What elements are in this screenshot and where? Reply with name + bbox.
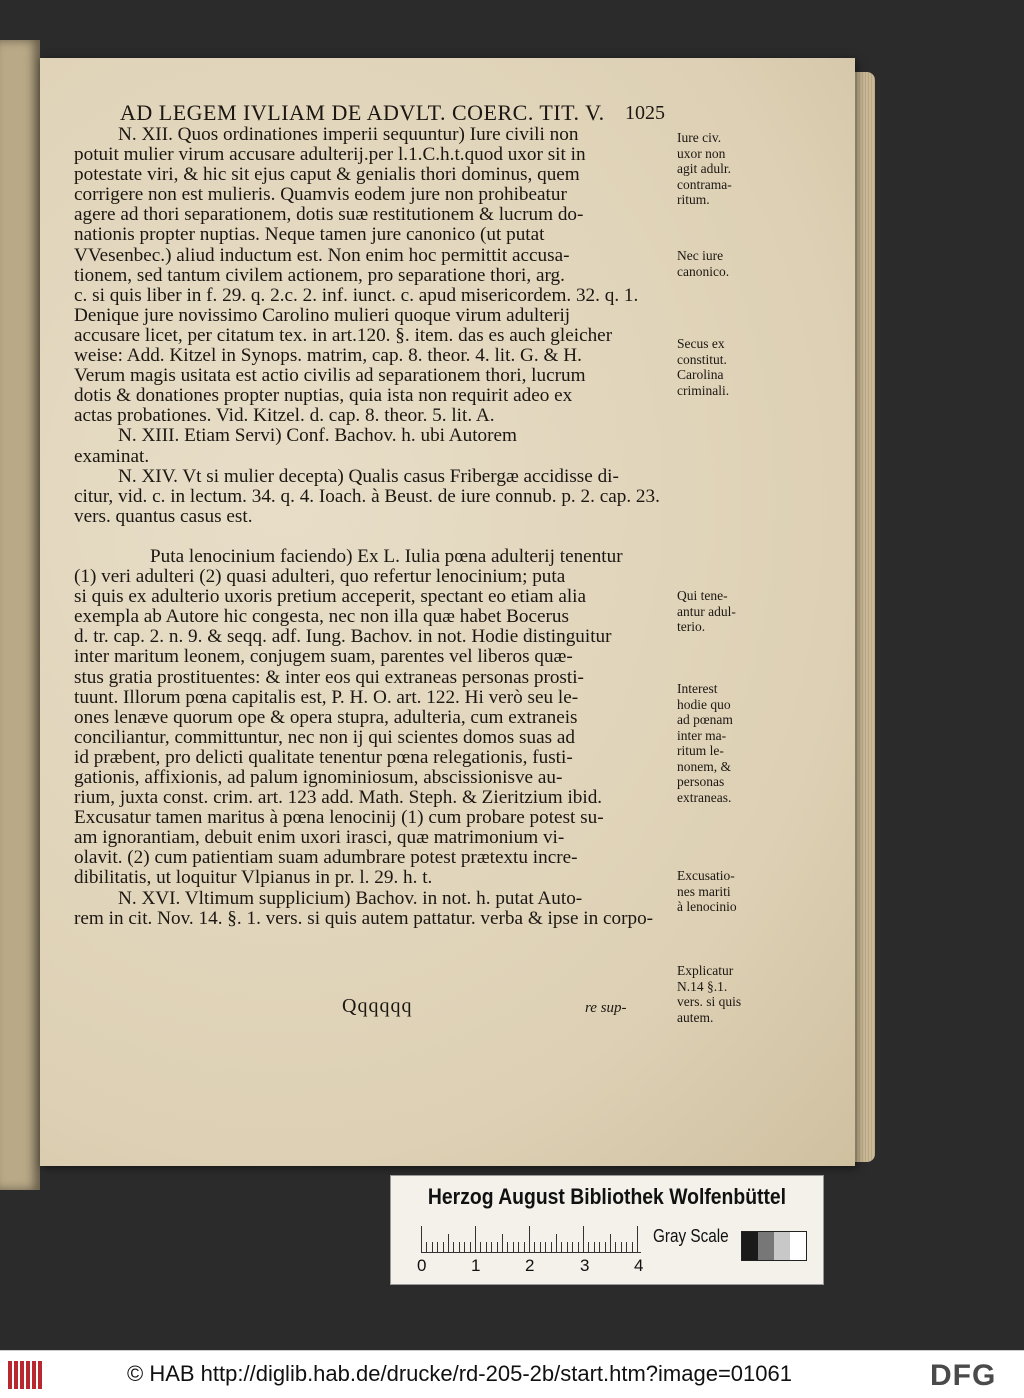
text-line: d. tr. cap. 2. n. 9. & seqq. adf. Iung. Bachov. in not. Hodie distinguitur	[74, 627, 612, 648]
text-line: VVesenbec.) aliud inductum est. Non enim hoc permittit accusa-	[74, 245, 570, 266]
text-line: potuit mulier virum accusare adulterij.per l.1.C.h.t.quod uxor sit in	[74, 145, 586, 166]
text-line: Puta lenocinium faciendo) Ex L. Iulia pœna adulterij tenentur	[150, 546, 623, 567]
ruler-tick	[578, 1242, 579, 1252]
text-line: dibilitatis, ut loquitur Vlpianus in pr. l. 29. h. t.	[74, 868, 433, 889]
text-line: rium, juxta const. crim. art. 123 add. Math. Steph. & Zieritzium ibid.	[74, 788, 603, 809]
ruler-label: 4	[634, 1256, 644, 1275]
text-line: c. si quis liber in f. 29. q. 2.c. 2. inf. iunct. c. apud misericordem. 32. q. 1.	[74, 285, 639, 306]
text-line: examinat.	[74, 446, 150, 467]
margin-note-line: N.14 §.1.	[677, 978, 728, 994]
ruler-tick	[443, 1242, 444, 1252]
text-line: tionem, sed tantum civilem actionem, pro separatione thori, arg.	[74, 265, 565, 286]
gray-swatch	[790, 1232, 806, 1260]
margin-note-line: Carolina	[677, 367, 724, 382]
text-line: id præbent, pro delicti qualitate tenentur pœna relegationis, fusti-	[74, 747, 573, 768]
running-head: AD LEGEM IVLIAM DE ADVLT. COERC. TIT. V.	[120, 100, 605, 125]
ruler-tick	[551, 1242, 552, 1252]
ruler-label: 1	[471, 1256, 481, 1275]
ruler-tick	[513, 1242, 514, 1252]
gray-swatch	[774, 1232, 790, 1260]
text-line: rem in cit. Nov. 14. §. 1. vers. si quis autem pattatur. verba & ipse in corpo-	[74, 908, 654, 929]
ruler-tick	[475, 1226, 476, 1252]
ruler-tick	[464, 1242, 465, 1252]
text-line: weise: Add. Kitzel in Synops. matrim, cap. 8. theor. 4. lit. G. & H.	[74, 346, 582, 367]
ruler-tick	[507, 1242, 508, 1252]
margin-note-line: ritum.	[677, 192, 710, 207]
ruler-tick	[583, 1226, 584, 1252]
gray-swatch	[758, 1232, 774, 1260]
text-line: actas probationes. Vid. Kitzel. d. cap. 8. theor. 5. lit. A.	[74, 406, 495, 427]
ruler-tick	[470, 1242, 471, 1252]
text-line: agere ad thori separationem, dotis suæ restitutionem & lucrum do-	[74, 205, 584, 226]
text-line: tuunt. Illorum pœna capitalis est, P. H. O. art. 122. Hi verò seu le-	[74, 687, 579, 708]
margin-note-line: nes mariti	[677, 883, 731, 899]
text-line: exempla ab Autore hic congesta, nec non illa quæ habet Bocerus	[74, 607, 569, 628]
text-line: stus gratia prostituentes: & inter eos qui extraneas personas prosti-	[74, 667, 584, 688]
text-line: Verum magis usitata est actio civilis ad separationem thori, lucrum	[74, 366, 586, 387]
margin-note	[677, 963, 741, 1025]
margin-note-line: antur adul-	[677, 603, 736, 619]
margin-note	[677, 336, 729, 398]
ruler-tick	[545, 1242, 546, 1252]
margin-note-line: ad pœnam	[677, 712, 733, 727]
ruler-tick	[599, 1242, 600, 1252]
grayscale-label: Gray Scale	[653, 1226, 729, 1246]
ruler-tick	[529, 1226, 530, 1252]
ruler-tick	[480, 1242, 481, 1252]
signature-mark: Qqqqqq	[342, 995, 413, 1017]
margin-note-line: agit adulr.	[677, 161, 731, 176]
ruler-tick	[567, 1242, 568, 1252]
ruler-tick	[632, 1242, 633, 1252]
margin-note-line: constitut.	[677, 351, 727, 367]
margin-note-line: autem.	[677, 1009, 714, 1025]
text-line: citur, vid. c. in lectum. 34. q. 4. Ioach. à Beust. de iure connub. p. 2. cap. 23.	[74, 486, 660, 507]
text-line: ones lenæve quorum ope & opera stupra, adulteria, cum extraneis	[74, 707, 578, 728]
ruler-tick	[621, 1242, 622, 1252]
margin-note-line: Iure civ.	[677, 130, 722, 145]
margin-note-line: ritum le-	[677, 743, 724, 758]
ruler-tick	[448, 1234, 449, 1252]
text-line: (1) veri adulteri (2) quasi adulteri, quo refertur lenocinium; puta	[74, 567, 566, 588]
text-line: N. XII. Quos ordinationes imperii sequuntur) Iure civili non	[118, 125, 579, 145]
text-line: N. XIII. Etiam Servi) Conf. Bachov. h. ubi Autorem	[118, 426, 517, 447]
margin-note-line: à lenocinio	[677, 899, 737, 914]
text-line: am ignorantiam, debuit enim uxori irasci, quæ matrimonium vi-	[74, 828, 565, 849]
library-name: Herzog August Bibliothek Wolfenbüttel	[427, 1184, 787, 1209]
color-calibration-target	[390, 1175, 824, 1285]
previous-page-edge	[0, 40, 40, 1190]
margin-note-line: terio.	[677, 619, 706, 634]
text-line: dotis & donationes propter nuptias, quia ista non requirit adeo ex	[74, 386, 573, 407]
margin-note-line: contrama-	[677, 176, 732, 192]
text-line: si quis ex adulterio uxoris pretium acceperit, spectant eo etiam alia	[74, 587, 587, 608]
hab-logo-icon[interactable]	[8, 1361, 42, 1389]
text-line: olavit. (2) cum patientiam suam adumbrare potest prætextu incre-	[74, 848, 578, 869]
ruler-tick	[524, 1242, 525, 1252]
ruler-tick	[540, 1242, 541, 1252]
copyright-link[interactable]: © HAB http://diglib.hab.de/drucke/rd-205-2b/start.htm?image=01061	[127, 1361, 792, 1386]
ruler-tick	[610, 1234, 611, 1252]
ruler-tick	[518, 1242, 519, 1252]
margin-note-line: extraneas.	[677, 789, 732, 805]
text-line: N. XIV. Vt si mulier decepta) Qualis casus Fribergæ accidisse di-	[118, 466, 619, 487]
margin-note	[677, 130, 732, 208]
ruler-tick	[426, 1242, 427, 1252]
ruler-tick	[605, 1242, 606, 1252]
book-page	[40, 58, 855, 1166]
text-line: corrigere non est mulieris. Quamvis eodem jure non prohibeatur	[74, 185, 567, 206]
grayscale-swatches	[741, 1231, 807, 1261]
ruler-label: 0	[417, 1256, 427, 1275]
ruler-tick	[615, 1242, 616, 1252]
margin-note	[677, 681, 733, 805]
margin-note-line: Secus ex	[677, 336, 725, 351]
ruler-tick	[432, 1242, 433, 1252]
margin-note	[677, 868, 737, 915]
ruler-tick	[637, 1226, 638, 1252]
text-line	[74, 527, 674, 547]
ruler-tick	[626, 1242, 627, 1252]
text-line: vers. quantus casus est.	[74, 506, 253, 527]
ruler-tick	[459, 1242, 460, 1252]
margin-note-line: uxor non	[677, 145, 726, 161]
ruler-tick	[421, 1226, 422, 1252]
text-line: potestate viri, & hic sit ejus caput & genialis thori dominus, quem	[74, 165, 580, 186]
ruler-tick	[486, 1242, 487, 1252]
ruler-tick	[588, 1242, 589, 1252]
ruler-tick	[572, 1242, 573, 1252]
margin-note-line: personas	[677, 774, 725, 789]
text-line: inter maritum leonem, conjugem suam, parentes vel liberos quæ-	[74, 647, 573, 668]
margin-note-line: vers. si quis	[677, 994, 742, 1009]
ruler	[421, 1222, 641, 1253]
ruler-tick	[437, 1242, 438, 1252]
gray-swatch	[742, 1232, 758, 1260]
text-line: N. XVI. Vltimum supplicium) Bachov. in not. h. putat Auto-	[118, 888, 583, 909]
text-line: nationis propter nuptias. Neque tamen jure canonico (ut putat	[74, 225, 545, 246]
text-line: Excusatur tamen maritus à pœna lenocinij (1) cum probare potest su-	[74, 808, 604, 829]
margin-note-line: Qui tene-	[677, 588, 728, 603]
viewer-footer	[0, 1350, 1024, 1398]
margin-note-line: canonico.	[677, 263, 730, 279]
catchword: re sup-	[585, 1000, 627, 1016]
ruler-tick	[561, 1242, 562, 1252]
ruler-label: 2	[525, 1256, 535, 1275]
ruler-label: 3	[580, 1256, 590, 1275]
margin-note-line: criminali.	[677, 382, 730, 398]
margin-note-line: Nec iure	[677, 248, 724, 263]
margin-note	[677, 248, 729, 279]
margin-note	[677, 588, 736, 635]
text-line: accusare licet, per citatum tex. in art.120. §. item. das es auch gleicher	[74, 325, 613, 346]
margin-note-line: hodie quo	[677, 696, 731, 712]
ruler-tick	[497, 1242, 498, 1252]
text-line: conciliantur, committuntur, nec non ij qui scientes domos suas ad	[74, 727, 575, 748]
page-number: 1025	[625, 102, 665, 124]
ruler-tick	[502, 1234, 503, 1252]
dfg-logo[interactable]: DFG	[930, 1359, 997, 1392]
margin-note-line: inter ma-	[677, 727, 727, 743]
text-line: gationis, affixionis, ad palum ignominiosum, abscissionisve au-	[74, 768, 563, 788]
margin-note-line: nonem, &	[677, 758, 731, 774]
margin-note-line: Interest	[677, 681, 718, 696]
ruler-tick	[534, 1242, 535, 1252]
margin-note-line: Explicatur	[677, 963, 734, 978]
body-text	[74, 125, 674, 929]
ruler-tick	[594, 1242, 595, 1252]
ruler-tick	[556, 1234, 557, 1252]
text-line: Denique jure novissimo Carolino mulieri quoque virum adulterij	[74, 305, 571, 326]
ruler-tick	[453, 1242, 454, 1252]
ruler-tick	[491, 1242, 492, 1252]
margin-note-line: Excusatio-	[677, 868, 735, 883]
